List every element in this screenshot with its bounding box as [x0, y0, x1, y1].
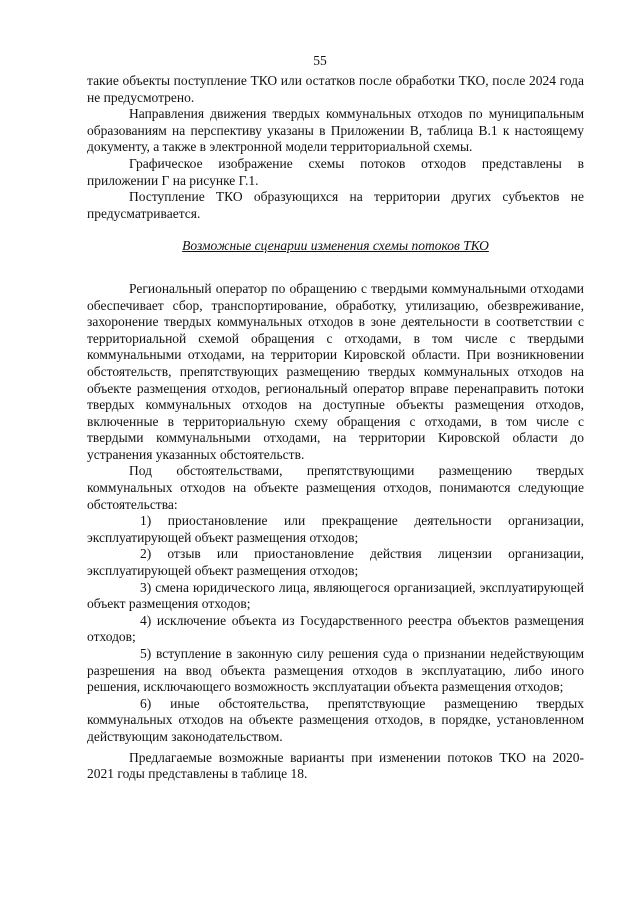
- paragraph-closing: Предлагаемые возможные варианты при изменении потоков ТКО на 2020-2021 годы представлены в таблице 18.: [87, 749, 584, 782]
- page-number: 55: [313, 53, 327, 68]
- paragraph-regional-operator: Региональный оператор по обращению с твердыми коммунальными отходами обеспечивает сбор, транспортирование, обработку, утилизацию, обезвреживание, захоронение твердых коммунальных отходов в зоне деятельности в соответствии с территориальной схемой обращения с отходами, в том числе с твердыми коммунальными отходами, на территории Кировской области. При возникновении обстоятельств, препятствующих размещению твердых коммунальных отходов на объекте размещения отходов, региональный оператор вправе перенаправить потоки твердых коммунальных отходов на доступные объекты размещения отходов, включенные в территориальную схему обращения с отходами, в том числе с твердыми коммунальными отходами, на территории Кировской области до устранения указанных обстоятельств.: [87, 280, 584, 462]
- paragraph-directions: Направления движения твердых коммунальных отходов по муниципальным образованиям на перспективу указаны в Приложении В, таблица В.1 к настоящему документу, а также в электронной модели территориальной схемы.: [87, 106, 584, 155]
- document-body: [87, 73, 584, 783]
- list-item: 6) иные обстоятельства, препятствующие размещению твердых коммунальных отходов на объекте размещения отходов, в порядке, установленном действующим законодательством.: [87, 695, 584, 744]
- paragraph-graphic: Графическое изображение схемы потоков отходов представлены в приложении Г на рисунке Г.1.: [87, 155, 584, 188]
- list-item: 4) исключение объекта из Государственного реестра объектов размещения отходов;: [87, 612, 584, 645]
- list-item: 2) отзыв или приостановление действия лицензии организации, эксплуатирующей объект размещения отходов;: [87, 546, 584, 579]
- paragraph-other-subjects: Поступление ТКО образующихся на территории других субъектов не предусматривается.: [87, 189, 584, 221]
- paragraph-continuation: такие объекты поступление ТКО или остатков после обработки ТКО, после 2024 года не предусмотрено.: [87, 73, 584, 105]
- section-heading: Возможные сценарии изменения схемы потоков ТКО: [182, 238, 489, 254]
- list-item: 1) приостановление или прекращение деятельности организации, эксплуатирующей объект размещения отходов;: [87, 513, 584, 545]
- list-item: 5) вступление в законную силу решения суда о признании недействующим разрешения на ввод объекта размещения отходов в эксплуатацию, либо иного решения, исключающего возможность эксплуатации объекта размещения отходов;: [87, 646, 584, 695]
- paragraph-circumstances: Под обстоятельствами, препятствующими размещению твердых коммунальных отходов на объекте размещения отходов, понимаются следующие обстоятельства:: [87, 463, 584, 512]
- list-item: 3) смена юридического лица, являющегося организацией, эксплуатирующей объект размещения отходов;: [87, 579, 584, 612]
